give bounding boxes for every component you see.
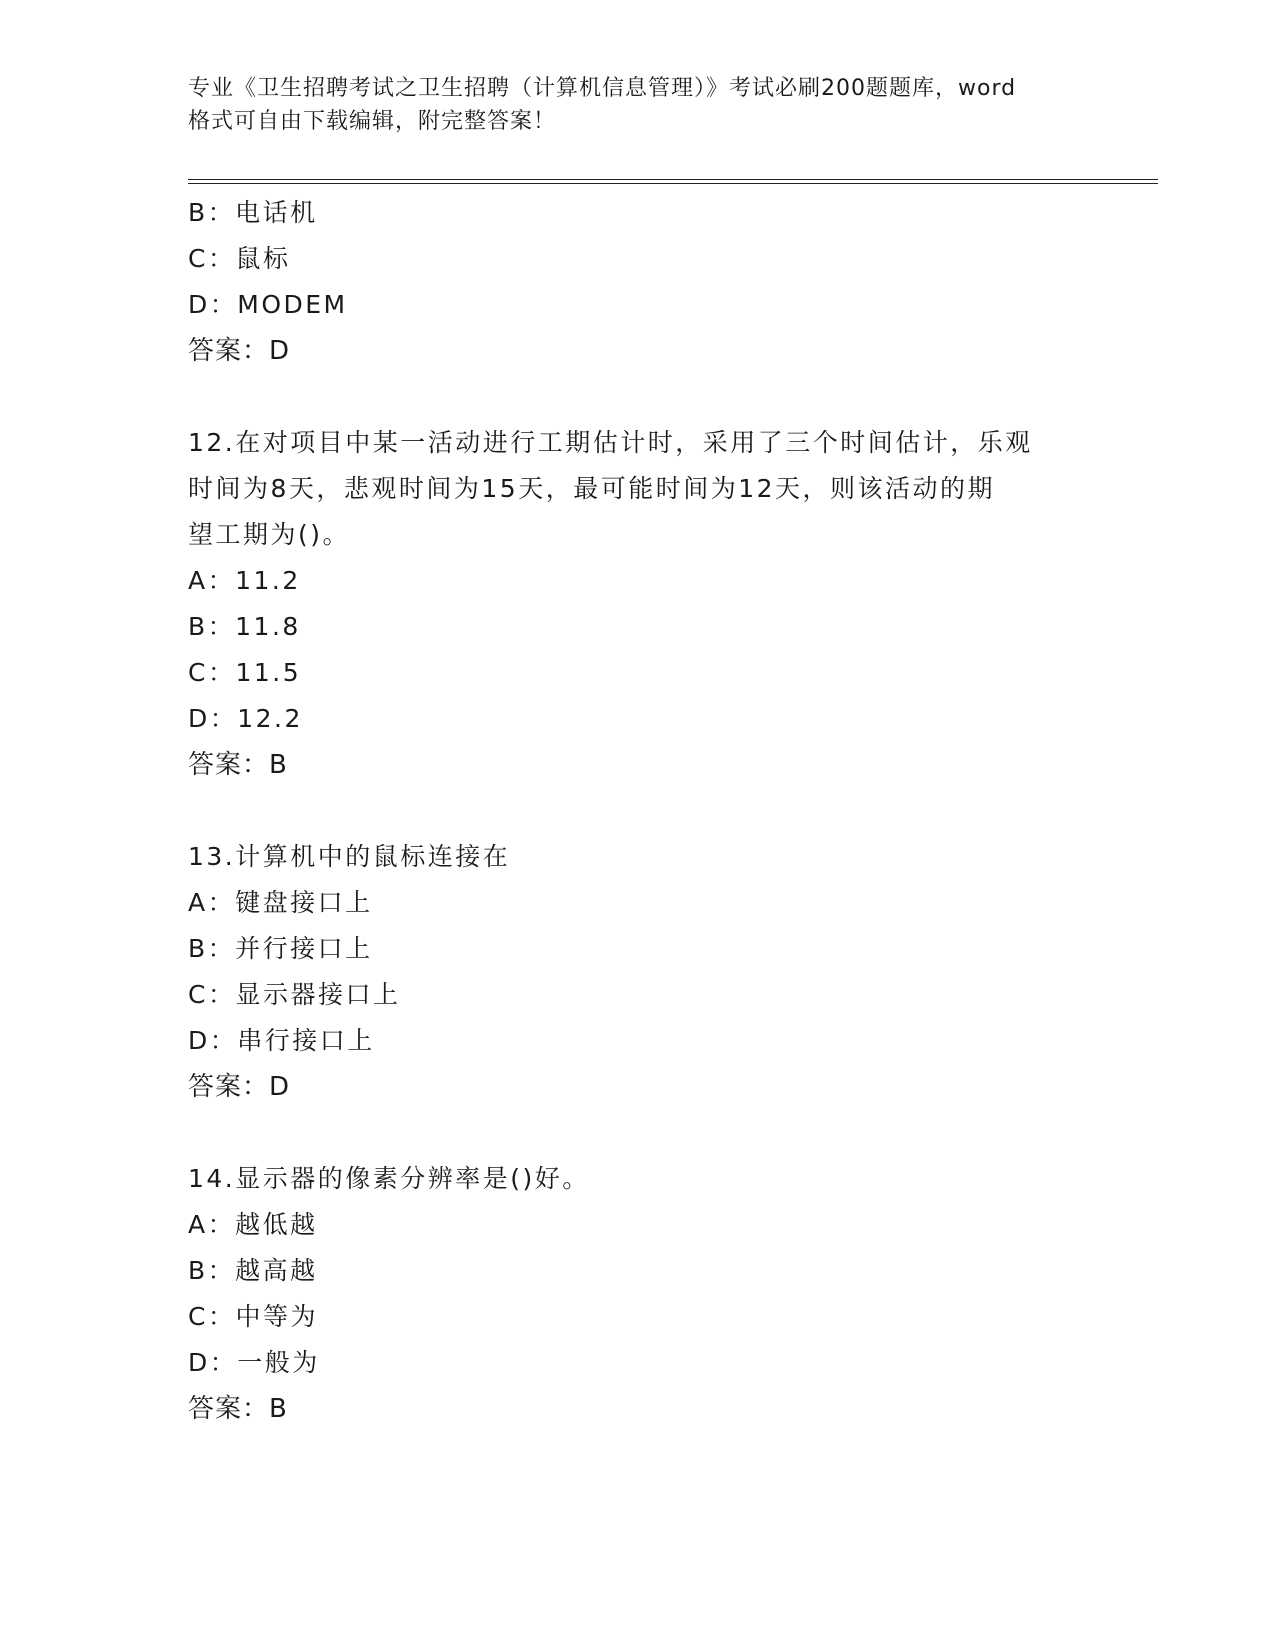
spacer <box>188 1110 1088 1156</box>
spacer <box>188 374 1088 420</box>
question-stem: 14.显示器的像素分辨率是()好。 <box>188 1164 590 1193</box>
option-b: B：越高越 <box>188 1256 318 1285</box>
question-stem: 时间为8天，悲观时间为15天，最可能时间为12天，则该活动的期 <box>188 474 996 503</box>
option-a: A：11.2 <box>188 566 301 595</box>
option-a: A：键盘接口上 <box>188 888 373 917</box>
option-a: A：越低越 <box>188 1210 318 1239</box>
document-header <box>188 72 1088 138</box>
question-list <box>188 190 1088 1432</box>
option-b: B：并行接口上 <box>188 934 373 963</box>
option-d: D：串行接口上 <box>188 1026 375 1055</box>
header-line-1: 专业《卫生招聘考试之卫生招聘（计算机信息管理）》考试必刷200题题库，word <box>188 76 1017 101</box>
header-line-2: 格式可自由下载编辑，附完整答案！ <box>188 109 557 134</box>
answer: 答案：D <box>188 1072 291 1102</box>
option-b: B：11.8 <box>188 612 301 641</box>
answer: 答案：B <box>188 1394 288 1424</box>
spacer <box>188 788 1088 834</box>
option-c: C：鼠标 <box>188 244 291 273</box>
option-d: D：MODEM <box>188 290 348 319</box>
question-12 <box>188 420 1088 788</box>
question-14 <box>188 1156 1088 1432</box>
question-stem: 望工期为()。 <box>188 520 351 549</box>
option-c: C：11.5 <box>188 658 302 687</box>
option-d: D：12.2 <box>188 704 303 733</box>
question-stem: 13.计算机中的鼠标连接在 <box>188 842 511 871</box>
option-c: C：显示器接口上 <box>188 980 401 1009</box>
option-d: D：一般为 <box>188 1348 320 1377</box>
option-b: B：电话机 <box>188 198 318 227</box>
question-stem: 12.在对项目中某一活动进行工期估计时，采用了三个时间估计，乐观 <box>188 428 1033 457</box>
header-divider <box>188 179 1158 184</box>
answer: 答案：D <box>188 336 291 366</box>
question-13 <box>188 834 1088 1110</box>
answer: 答案：B <box>188 750 288 780</box>
question-11-tail <box>188 190 1088 374</box>
option-c: C：中等为 <box>188 1302 318 1331</box>
